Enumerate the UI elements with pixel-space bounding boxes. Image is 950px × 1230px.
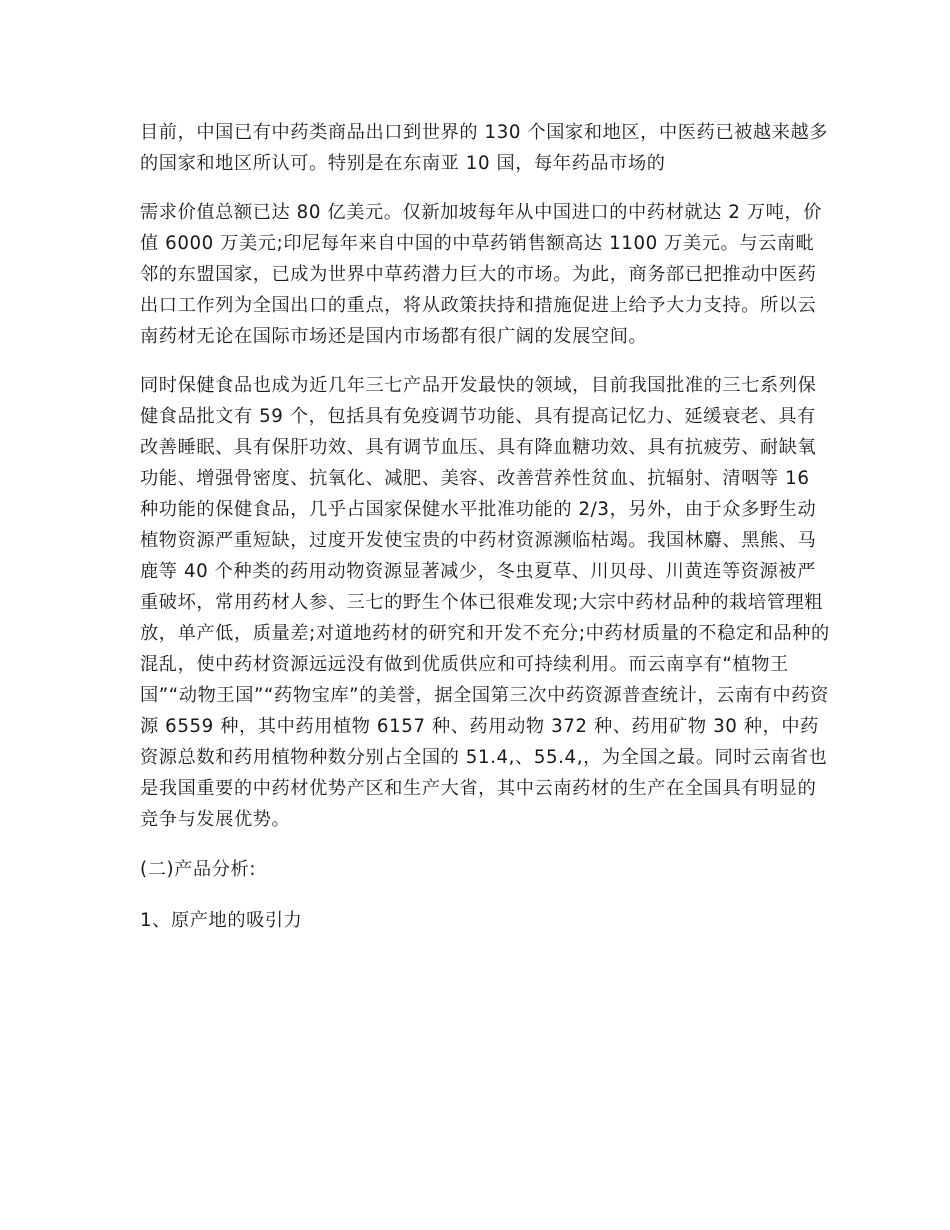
section-heading: (二)产品分析: (140, 859, 257, 880)
paragraph-health-food-resources: 同时保健食品也成为近几年三七产品开发最快的领域，目前我国批准的三七系列保健食品批文有 59 个，包括具有免疫调节功能、具有提高记忆力、延缓衰老、具有改善睡眠、具有保肝功效、具有调节血压、具有降血糖功效、具有抗疲劳、耐缺氧功能、增强骨密度、抗氧化、减肥、美容、改善营养性贫血、抗辐射、清咽等 16 种功能的保健食品，几乎占国家保健水平批准功能的 2/3，另外，由于众多野生动植物资源严重短缺，过度开发使宝贵的中药材资源濒临枯竭。我国林麝、黑熊、马鹿等 40 个种类的药用动物资源显著减少，冬虫夏草、川贝母、川黄连等资源被严重破坏，常用药材人参、三七的野生个体已很难发现;大宗中药材品种的栽培管理粗放，单产低，质量差;对道地药材的研究和开发不充分;中药材质量的不稳定和品种的混乱，使中药材资源远远没有做到优质供应和可持续利用。而云南享有“植物王国”“动物王国”“药物宝库”的美誉，据全国第三次中药资源普查统计，云南有中药资源 6559 种，其中药用植物 6157 种、药用动物 372 种、药用矿物 30 种，中药资源总数和药用植物种数分别占全国的 51.4,、55.4,，为全国之最。同时云南省也是我国重要的中药材优势产区和生产大省，其中云南药材的生产在全国具有明显的竞争与发展优势。 (140, 375, 830, 830)
subsection-heading: 1、原产地的吸引力 (140, 910, 303, 931)
paragraph-market-demand: 需求价值总额已达 80 亿美元。仅新加坡每年从中国进口的中药材就达 2 万吨，价值 6000 万美元;印尼每年来自中国的中草药销售额高达 1100 万美元。与云南毗邻的东盟国家，已成为世界中草药潜力巨大的市场。为此，商务部已把推动中医药出口工作列为全国出口的重点，将从政策扶持和措施促进上给予大力支持。所以云南药材无论在国际市场还是国内市场都有很广阔的发展空间。 (140, 202, 823, 347)
document-body (140, 117, 830, 936)
paragraph-export-overview: 目前，中国已有中药类商品出口到世界的 130 个国家和地区，中医药已被越来越多的国家和地区所认可。特别是在东南亚 10 国，每年药品市场的 (140, 122, 829, 174)
